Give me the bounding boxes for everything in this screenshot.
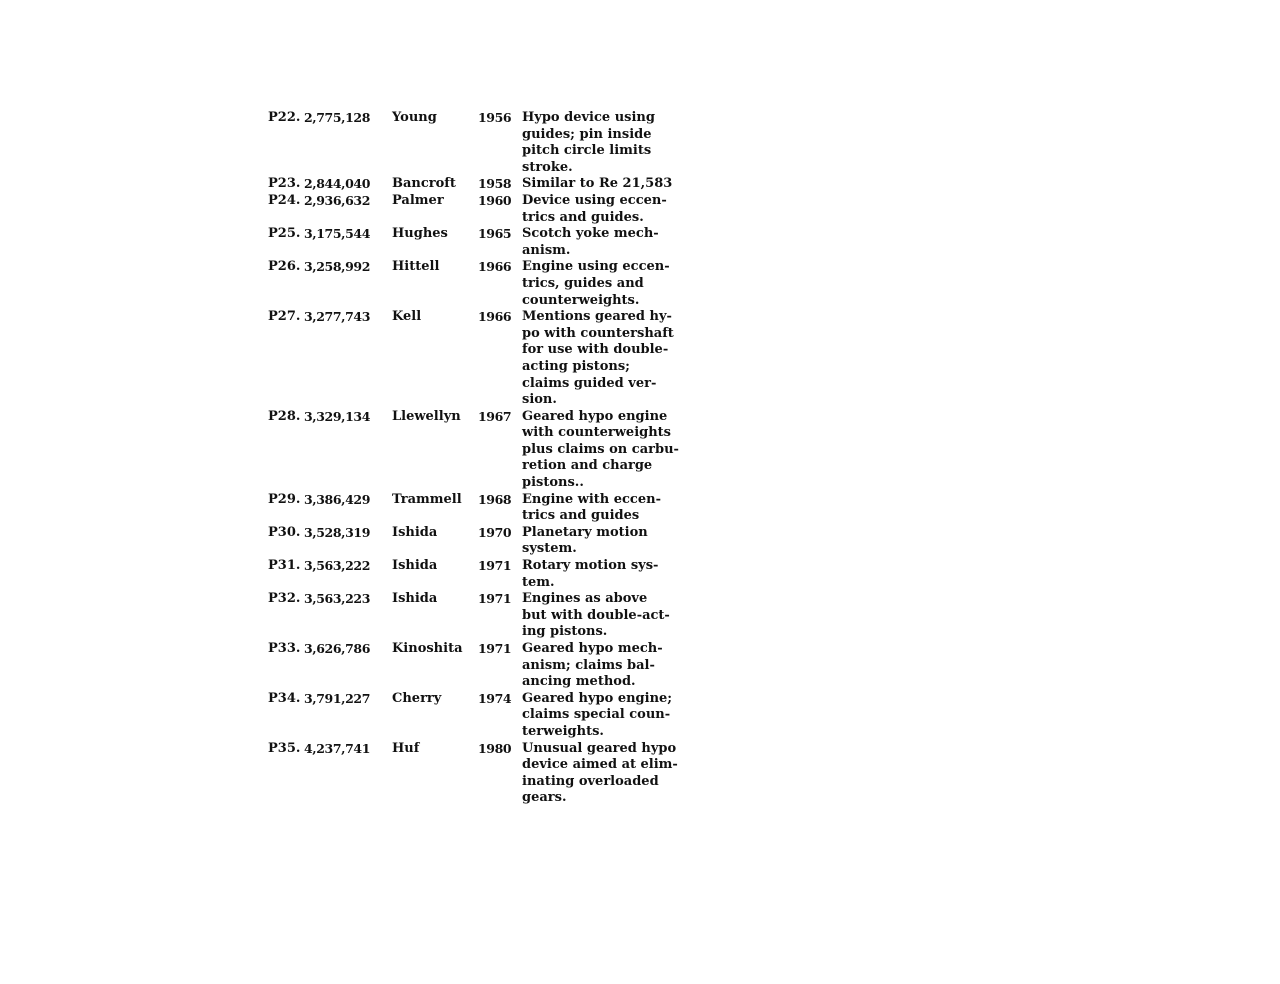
patent-row — [268, 591, 688, 641]
patent-row — [268, 558, 688, 591]
patent-year: 1958 — [478, 176, 512, 192]
patent-inventor: Hittell — [392, 259, 440, 275]
patent-description — [522, 259, 688, 309]
patent-number: 4,237,741 — [304, 740, 370, 756]
patent-year: 1966 — [478, 259, 512, 275]
patent-number: 3,175,544 — [304, 226, 370, 242]
patent-description — [522, 110, 688, 176]
patent-ref: P32. — [268, 591, 301, 607]
patent-inventor: Llewellyn — [392, 408, 461, 424]
patent-year: 1967 — [478, 408, 512, 424]
patent-ref: P25. — [268, 226, 301, 242]
patent-inventor: Trammell — [392, 491, 462, 507]
patent-inventor: Bancroft — [392, 176, 456, 192]
patent-ref: P28. — [268, 408, 301, 424]
patent-number: 2,844,040 — [304, 176, 370, 192]
description-line: Scotch yoke mech- — [522, 226, 659, 242]
description-line: guides; pin inside — [522, 126, 652, 142]
patent-ref: P22. — [268, 110, 301, 125]
patent-description — [522, 641, 688, 691]
description-line: terweights. — [522, 723, 604, 739]
description-line: trics and guides — [522, 508, 640, 524]
description-line: Unusual geared hypo — [522, 740, 677, 756]
description-line: acting pistons; — [522, 358, 630, 374]
description-line: Rotary motion sys- — [522, 558, 659, 574]
patent-ref: P34. — [268, 690, 301, 706]
patent-year: 1971 — [478, 558, 512, 574]
description-line: anism. — [522, 242, 571, 258]
patent-description — [522, 226, 688, 259]
patent-row — [268, 492, 688, 525]
patent-inventor: Kinoshita — [392, 641, 463, 656]
patent-row — [268, 193, 688, 226]
patent-inventor: Hughes — [392, 226, 448, 242]
description-line: system. — [522, 541, 577, 557]
description-line: Geared hypo mech- — [522, 641, 663, 656]
patent-number: 3,277,743 — [304, 309, 370, 325]
description-line: Engines as above — [522, 591, 648, 607]
patent-description — [522, 741, 688, 807]
patent-row — [268, 741, 688, 807]
patent-row — [268, 409, 688, 492]
description-line: Engine using eccen- — [522, 259, 670, 275]
patent-year: 1960 — [478, 192, 512, 208]
description-line: claims special coun- — [522, 707, 671, 723]
patent-description — [522, 309, 688, 409]
description-line: Device using eccen- — [522, 192, 667, 208]
patent-ref: P30. — [268, 524, 301, 540]
description-line: pitch circle limits — [522, 143, 652, 159]
patent-row — [268, 226, 688, 259]
description-line: for use with double- — [522, 342, 669, 358]
patent-description — [522, 176, 688, 193]
patent-number: 3,626,786 — [304, 641, 370, 656]
patent-description — [522, 193, 688, 226]
patent-description — [522, 691, 688, 741]
patent-number: 3,791,227 — [304, 690, 370, 706]
patent-year: 1956 — [478, 110, 512, 125]
patent-year: 1980 — [478, 740, 512, 756]
patent-number: 3,563,222 — [304, 558, 370, 574]
patent-ref: P29. — [268, 491, 301, 507]
description-line: inating overloaded — [522, 773, 659, 789]
description-line: with counterweights — [522, 425, 671, 441]
description-line: retion and charge — [522, 458, 653, 474]
patent-description — [522, 409, 688, 492]
patent-number: 3,258,992 — [304, 259, 370, 275]
description-line: ancing method. — [522, 674, 636, 690]
description-line: Geared hypo engine; — [522, 690, 673, 706]
patent-ref: P35. — [268, 740, 301, 756]
patent-description — [522, 492, 688, 525]
patent-description — [522, 591, 688, 641]
description-line: but with double-act- — [522, 607, 670, 623]
description-line: Mentions geared hy- — [522, 309, 672, 325]
description-line: plus claims on carbu- — [522, 441, 679, 457]
patent-year: 1965 — [478, 226, 512, 242]
patent-year: 1971 — [478, 641, 512, 656]
patent-year: 1966 — [478, 309, 512, 325]
patent-inventor: Ishida — [392, 524, 438, 540]
description-line: device aimed at elim- — [522, 757, 678, 773]
description-line: trics, guides and — [522, 275, 644, 291]
description-line: Hypo device using — [522, 110, 655, 125]
patent-row — [268, 309, 688, 409]
patent-ref: P24. — [268, 192, 301, 208]
patent-row — [268, 641, 688, 691]
description-line: trics and guides. — [522, 209, 644, 225]
patent-ref: P26. — [268, 259, 301, 275]
patent-description — [522, 558, 688, 591]
patent-inventor: Ishida — [392, 558, 438, 574]
description-line: anism; claims bal- — [522, 657, 655, 673]
description-line: sion. — [522, 392, 557, 408]
patent-row — [268, 110, 688, 176]
patent-year: 1970 — [478, 524, 512, 540]
patent-inventor: Ishida — [392, 591, 438, 607]
description-line: counterweights. — [522, 292, 640, 308]
description-line: ing pistons. — [522, 624, 608, 640]
description-line: tem. — [522, 574, 555, 590]
patent-inventor: Cherry — [392, 690, 442, 706]
patent-row — [268, 691, 688, 741]
description-line: Geared hypo engine — [522, 408, 668, 424]
patent-ref: P33. — [268, 641, 301, 656]
patent-row — [268, 259, 688, 309]
patent-ref: P27. — [268, 309, 301, 325]
patent-ref: P31. — [268, 558, 301, 574]
patent-row — [268, 176, 688, 193]
description-line: Similar to Re 21,583 — [522, 176, 673, 192]
patent-inventor: Huf — [392, 740, 420, 756]
description-line: gears. — [522, 790, 567, 806]
patent-year: 1971 — [478, 591, 512, 607]
patent-inventor: Palmer — [392, 192, 444, 208]
patent-year: 1968 — [478, 491, 512, 507]
patent-ref: P23. — [268, 176, 301, 192]
description-line: po with countershaft — [522, 325, 674, 341]
patent-number: 3,528,319 — [304, 524, 370, 540]
patent-number: 2,936,632 — [304, 192, 370, 208]
description-line: pistons.. — [522, 475, 584, 491]
patent-list — [268, 110, 688, 807]
description-line: Planetary motion — [522, 524, 648, 540]
patent-number: 3,386,429 — [304, 491, 370, 507]
description-line: claims guided ver- — [522, 375, 657, 391]
patent-inventor: Young — [392, 110, 437, 125]
patent-description — [522, 525, 688, 558]
patent-inventor: Kell — [392, 309, 422, 325]
description-line: Engine with eccen- — [522, 491, 661, 507]
patent-row — [268, 525, 688, 558]
patent-year: 1974 — [478, 690, 512, 706]
description-line: stroke. — [522, 159, 573, 175]
patent-number: 3,563,223 — [304, 591, 370, 607]
patent-number: 2,775,128 — [304, 110, 370, 125]
patent-number: 3,329,134 — [304, 408, 370, 424]
